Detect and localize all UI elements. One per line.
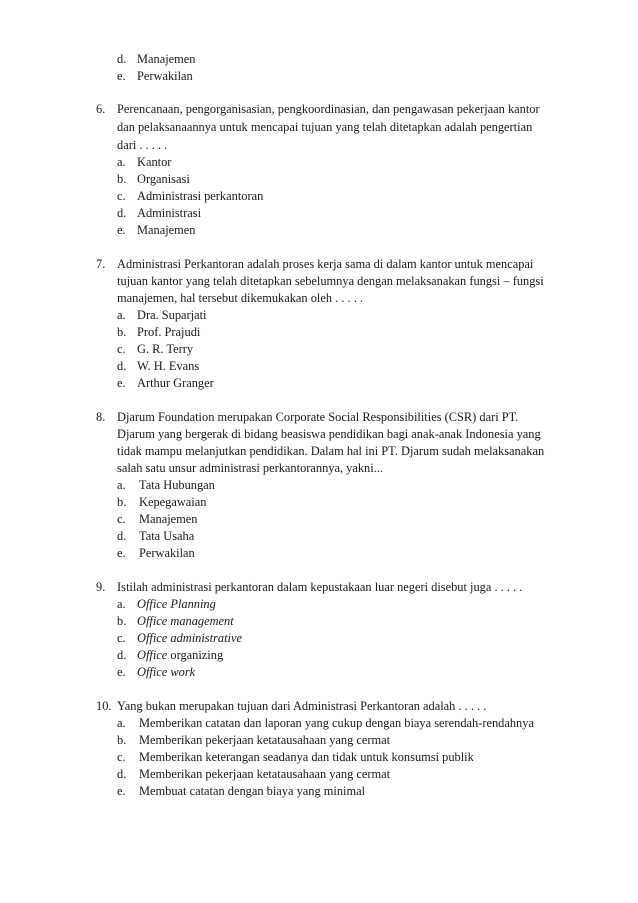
option-letter: a. bbox=[117, 478, 126, 492]
question-text: Djarum Foundation merupakan Corporate Social Responsibilities (CSR) dari PT. bbox=[117, 410, 519, 424]
question-text: dan pelaksanaannya untuk mencapai tujuan yang telah ditetapkan adalah pengertian bbox=[117, 120, 533, 134]
option-text: Kepegawaian bbox=[139, 495, 207, 509]
option-text: Perwakilan bbox=[139, 546, 195, 560]
option-text-italic: Office bbox=[137, 648, 168, 662]
question-number: 8. bbox=[96, 410, 106, 424]
question-text: manajemen, hal tersebut dikemukakan oleh . . . . . bbox=[117, 291, 364, 305]
option-letter: d. bbox=[117, 529, 127, 543]
question-number: 7. bbox=[96, 257, 106, 271]
option-letter: e. bbox=[117, 665, 126, 679]
option-letter: a. bbox=[117, 716, 126, 730]
option-text: Arthur Granger bbox=[137, 376, 214, 390]
option-text: Organisasi bbox=[137, 172, 190, 186]
option-text: G. R. Terry bbox=[137, 342, 194, 356]
question-text: tidak mampu melanjutkan pendidikan. Dalam hal ini PT. Djarum sudah melaksanakan bbox=[117, 444, 545, 458]
option-letter: c. bbox=[117, 512, 126, 526]
option-letter: d. bbox=[117, 648, 127, 662]
question-number: 6. bbox=[96, 102, 106, 116]
option-letter: d. bbox=[117, 767, 127, 781]
option-text: Kantor bbox=[137, 155, 172, 169]
option-text: Manajemen bbox=[139, 512, 198, 526]
option-letter: c. bbox=[117, 750, 126, 764]
option-text: W. H. Evans bbox=[137, 359, 200, 373]
option-letter: b. bbox=[117, 733, 127, 747]
option-text: Memberikan keterangan seadanya dan tidak untuk konsumsi publik bbox=[139, 750, 474, 764]
option-letter: e. bbox=[117, 223, 126, 237]
option-text: Prof. Prajudi bbox=[137, 325, 201, 339]
option-text: Office management bbox=[137, 614, 234, 628]
question-text: salah satu unsur administrasi perkantorannya, yakni... bbox=[117, 461, 383, 475]
option-text: Tata Usaha bbox=[139, 529, 195, 543]
option-text: Tata Hubungan bbox=[139, 478, 215, 492]
option-letter: c. bbox=[117, 342, 126, 356]
question-text: Djarum yang bergerak di bidang beasiswa pendidikan bagi anak-anak Indonesia yang bbox=[117, 427, 541, 441]
option-text: Administrasi bbox=[137, 206, 202, 220]
option-text: Administrasi perkantoran bbox=[137, 189, 264, 203]
option-text-rest: organizing bbox=[167, 648, 224, 662]
option-letter: c. bbox=[117, 189, 126, 203]
question-text: tujuan kantor yang telah ditetapkan sebelumnya dengan melaksanakan fungsi – fungsi bbox=[117, 274, 544, 288]
question-text: Administrasi Perkantoran adalah proses kerja sama di dalam kantor untuk mencapai bbox=[117, 257, 534, 271]
question-text: dari . . . . . bbox=[117, 138, 168, 152]
option-text: Office Planning bbox=[137, 597, 216, 611]
option-text: Office work bbox=[137, 665, 196, 679]
option-text: Dra. Suparjati bbox=[137, 308, 207, 322]
option-letter: d. bbox=[117, 52, 127, 66]
option-letter: b. bbox=[117, 172, 127, 186]
option-letter: b. bbox=[117, 325, 127, 339]
option-text: Memberikan catatan dan laporan yang cukup dengan biaya serendah-rendahnya bbox=[139, 716, 534, 730]
option-text: Manajemen bbox=[137, 52, 196, 66]
option-letter: a. bbox=[117, 155, 126, 169]
option-letter: b. bbox=[117, 614, 127, 628]
option-letter: a. bbox=[117, 597, 126, 611]
option-text: Memberikan pekerjaan ketatausahaan yang cermat bbox=[139, 733, 391, 747]
option-text: Perwakilan bbox=[137, 69, 193, 83]
option-letter: d. bbox=[117, 359, 127, 373]
option-letter: b. bbox=[117, 495, 127, 509]
option-letter: a. bbox=[117, 308, 126, 322]
option-text: Office administrative bbox=[137, 631, 242, 645]
option-letter: e. bbox=[117, 546, 126, 560]
question-text: Perencanaan, pengorganisasian, pengkoordinasian, dan pengawasan pekerjaan kantor bbox=[117, 102, 540, 116]
option-text: Membuat catatan dengan biaya yang minimal bbox=[139, 784, 366, 798]
option-letter: c. bbox=[117, 631, 126, 645]
option-letter: e. bbox=[117, 69, 126, 83]
question-number: 9. bbox=[96, 580, 106, 594]
option-letter: e. bbox=[117, 376, 126, 390]
question-text: Istilah administrasi perkantoran dalam kepustakaan luar negeri disebut juga . . . . . bbox=[117, 580, 523, 594]
option-text: Memberikan pekerjaan ketatausahaan yang cermat bbox=[139, 767, 391, 781]
question-text: Yang bukan merupakan tujuan dari Administrasi Perkantoran adalah . . . . . bbox=[117, 699, 487, 713]
option-text bbox=[137, 647, 223, 664]
question-number: 10. bbox=[96, 699, 112, 713]
option-letter: d. bbox=[117, 206, 127, 220]
option-text: Manajemen bbox=[137, 223, 196, 237]
option-letter: e. bbox=[117, 784, 126, 798]
